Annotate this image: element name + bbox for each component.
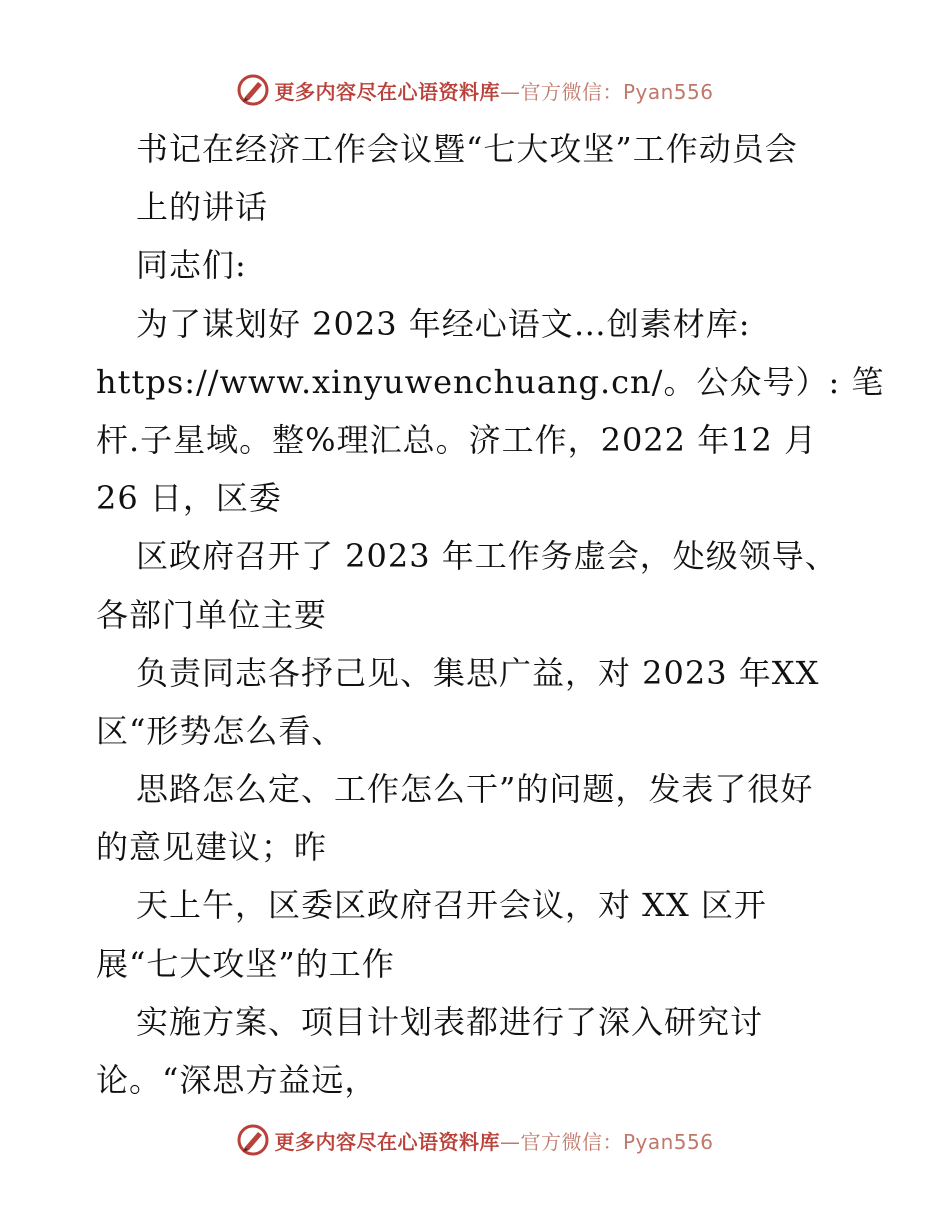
text-line: 各部门单位主要 — [96, 595, 328, 634]
text-line: 上的讲话 — [136, 188, 269, 227]
text-line: 为了谋划好 2023 年经心语文…创素材库: — [136, 304, 751, 343]
text-line: 26 日，区委 — [96, 479, 282, 518]
text-line: 负责同志各抒己见、集思广益，对 2023 年XX — [136, 653, 820, 692]
text-line: 书记在经济工作会议暨“七大攻坚”工作动员会 — [136, 130, 798, 168]
text-line: 论。“深思方益远， — [96, 1061, 378, 1099]
footer-watermark — [0, 1122, 950, 1158]
text-line: 杆.子星域。整%理汇总。济工作，2022 年12 月 — [96, 420, 818, 459]
pen-logo-icon — [236, 73, 270, 107]
document-body — [96, 120, 885, 1109]
text-line: 展“七大攻坚”的工作 — [96, 944, 395, 983]
header-watermark — [0, 72, 950, 108]
text-line: 思路怎么定、工作怎么干”的问题，发表了很好 — [136, 770, 814, 809]
text-line: 实施方案、项目计划表都进行了深入研究讨 — [136, 1002, 764, 1041]
text-line: 天上午，区委区政府召开会议，对 XX 区开 — [136, 886, 767, 925]
text-line: https://www.xinyuwenchuang.cn/。公众号）: 笔 — [96, 362, 885, 401]
watermark-text: 更多内容尽在心语资料库—官方微信：Pyan556 — [274, 79, 714, 104]
watermark-text: 更多内容尽在心语资料库—官方微信：Pyan556 — [274, 1129, 714, 1154]
text-line: 同志们: — [136, 246, 247, 285]
text-line: 区“形势怎么看、 — [96, 711, 345, 750]
pen-logo-icon — [236, 1123, 270, 1157]
text-line: 的意见建议；昨 — [96, 828, 328, 867]
text-line: 区政府召开了 2023 年工作务虚会，处级领导、 — [136, 537, 838, 576]
